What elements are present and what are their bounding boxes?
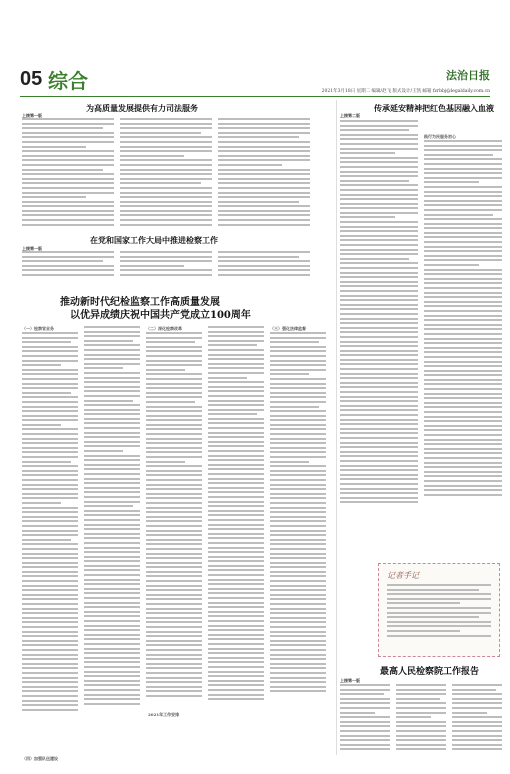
subhead-c: （三）强化法律监督 <box>270 326 306 331</box>
kicker-4: 上接第一版 <box>340 678 360 683</box>
right-body-1b <box>424 140 502 554</box>
article-title-2: 在党和国家工作大局中推进检察工作 <box>90 235 218 245</box>
right-body-2b <box>396 684 446 754</box>
subhead-schedule: 2021年工作安排 <box>148 712 180 717</box>
subhead-d: （四）加强队伍建设 <box>22 756 58 761</box>
article-body-3a <box>22 332 78 752</box>
right-article-title-1: 传承延安精神把红色基因融入血液 <box>374 103 494 113</box>
article-body-2b <box>120 251 212 281</box>
article-body-1b <box>120 118 212 230</box>
note-body <box>387 584 491 650</box>
subhead-a: （一）检察官业务 <box>22 326 54 331</box>
column-divider <box>336 100 337 755</box>
newspaper-logo: 法治日报 <box>446 69 490 82</box>
page-number: 05 <box>20 68 43 90</box>
section-title: 综合 <box>48 71 88 93</box>
right-body-2c <box>452 684 502 754</box>
right-body-2a <box>340 684 390 754</box>
masthead-rule <box>20 96 490 97</box>
kicker-2: 上接第一版 <box>22 246 42 251</box>
article-title-3-line1: 推动新时代纪检监察工作高质量发展 <box>60 297 220 308</box>
article-title-1: 为高质量发展提供有力司法服务 <box>86 103 198 113</box>
right-subhead: 践行为民服务初心 <box>424 134 456 139</box>
article-body-1a <box>22 118 114 230</box>
masthead <box>0 0 510 100</box>
note-title: 记者手记 <box>387 571 419 580</box>
subhead-b: （二）深化检察改革 <box>146 326 182 331</box>
article-body-3e <box>270 332 326 752</box>
article-body-2a <box>22 251 114 281</box>
right-body-1a <box>340 120 418 550</box>
article-body-1c <box>218 118 310 230</box>
masthead-meta: 2021年3月18日 星期二 编辑/赵飞 版式设计/王凯 邮箱 fzrbbj@legaldaily.com.cn <box>321 89 490 94</box>
kicker-1: 上接第一版 <box>22 113 42 118</box>
article-body-2c <box>218 251 310 281</box>
right-article-title-2: 最高人民检察院工作报告 <box>380 667 480 677</box>
article-body-3c <box>146 332 202 752</box>
article-body-3d <box>208 326 264 752</box>
article-title-3-line2: 以优异成绩庆祝中国共产党成立100周年 <box>70 310 251 321</box>
kicker-3: 上接第二版 <box>340 113 360 118</box>
reporter-note-box <box>378 563 500 657</box>
article-body-3b <box>84 326 140 752</box>
